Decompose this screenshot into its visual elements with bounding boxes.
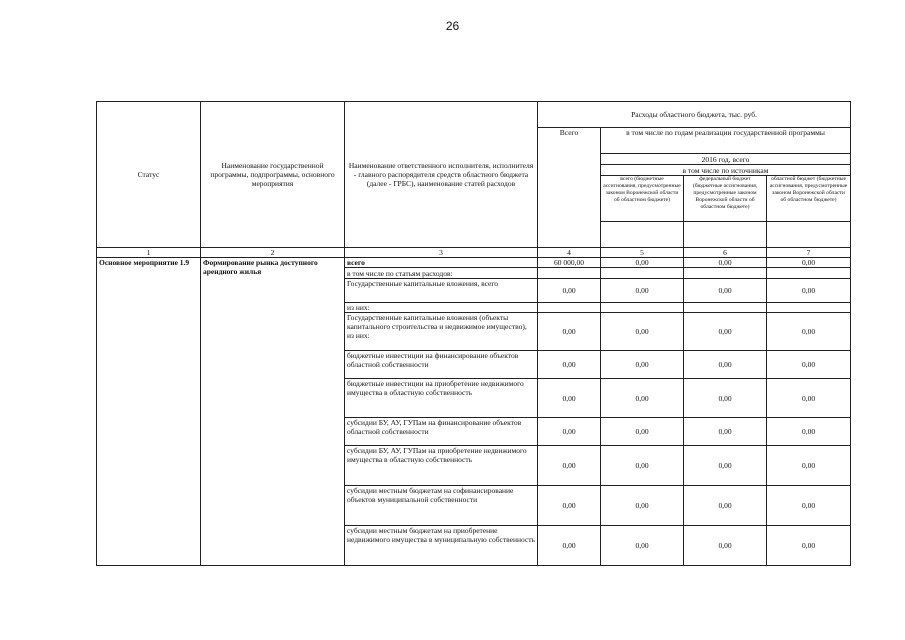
col-number: 4 (538, 248, 601, 258)
col-number: 5 (601, 248, 684, 258)
cell-year-total: 0,00 (601, 486, 684, 526)
cell-regional (767, 268, 851, 279)
row-label: бюджетные инвестиции на финансирование объектов областной собственности (345, 351, 538, 379)
page-number: 26 (445, 19, 460, 33)
col-number: 3 (345, 248, 538, 258)
table-row (97, 258, 851, 268)
cell-total (538, 303, 601, 313)
cell-federal: 0,00 (684, 526, 767, 566)
header-by-years: в том числе по годам реализации государственной программы (601, 128, 851, 154)
header-executor: Наименование ответственного исполнителя, исполнителя - главного распорядителя средств областного бюджета (далее - ГРБС), наименование статей расходов (345, 102, 538, 248)
row-label: всего (345, 258, 538, 268)
cell-regional: 0,00 (767, 313, 851, 351)
cell-year-total (601, 303, 684, 313)
cell-regional (767, 303, 851, 313)
cell-total: 0,00 (538, 526, 601, 566)
cell-year-total: 0,00 (601, 258, 684, 268)
cell-regional: 0,00 (767, 486, 851, 526)
cell-regional: 0,00 (767, 526, 851, 566)
cell-federal: 0,00 (684, 446, 767, 486)
header-src-federal: федеральный бюджет (бюджетные ассигнования, предусмотренные законом Воронежской области об областном бюджете) (684, 176, 767, 222)
row-label: субсидии местным бюджетам на приобретение недвижимого имущества в муниципальную собственность (345, 526, 538, 566)
cell-year-total: 0,00 (601, 351, 684, 379)
cell-regional: 0,00 (767, 351, 851, 379)
cell-year-total: 0,00 (601, 526, 684, 566)
cell-regional: 0,00 (767, 379, 851, 418)
row-label: субсидии БУ, АУ, ГУПам на финансирование объектов областной собственности (345, 418, 538, 446)
cell-year-total: 0,00 (601, 446, 684, 486)
header-by-sources: в том числе по источникам (601, 165, 851, 176)
cell-year-total: 0,00 (601, 279, 684, 303)
cell-federal: 0,00 (684, 313, 767, 351)
cell-total: 60 000,00 (538, 258, 601, 268)
header-expenses: Расходы областного бюджета, тыс. руб. (538, 102, 851, 128)
cell-federal (684, 268, 767, 279)
row-label: бюджетные инвестиции на приобретение недвижимого имущества в областную собственность (345, 379, 538, 418)
row-label: из них: (345, 303, 538, 313)
header-program-name: Наименование государственной программы, подпрограммы, основного мероприятия (201, 102, 345, 248)
col-number: 2 (201, 248, 345, 258)
cell-year-total: 0,00 (601, 379, 684, 418)
header-src-total: всего (бюджетные ассигнования, предусмотренные законом Воронежской области об областном бюджете) (601, 176, 684, 222)
cell-regional: 0,00 (767, 418, 851, 446)
budget-table (96, 101, 851, 566)
cell-year-total: 0,00 (601, 313, 684, 351)
row-label: Государственные капитальные вложения (объекты капитального строительства и недвижимое имущество), из них: (345, 313, 538, 351)
cell-total: 0,00 (538, 446, 601, 486)
col-number: 7 (767, 248, 851, 258)
col-number: 6 (684, 248, 767, 258)
header-src-regional: областной бюджет (бюджетные ассигнования, предусмотренные законом Воронежской области об областном бюджете) (767, 176, 851, 222)
cell-total: 0,00 (538, 313, 601, 351)
cell-federal: 0,00 (684, 351, 767, 379)
cell-total: 0,00 (538, 351, 601, 379)
col-number: 1 (97, 248, 201, 258)
cell-regional: 0,00 (767, 446, 851, 486)
row-label: в том числе по статьям расходов: (345, 268, 538, 279)
status-cell: Основное мероприятие 1.9 (97, 258, 201, 566)
cell-federal: 0,00 (684, 418, 767, 446)
cell-regional: 0,00 (767, 258, 851, 268)
header-year-total: 2016 год, всего (601, 154, 851, 165)
header-status: Статус (97, 102, 201, 248)
cell-federal (684, 303, 767, 313)
cell-total: 0,00 (538, 418, 601, 446)
row-label: субсидии БУ, АУ, ГУПам на приобретение недвижимого имущества в областную собственность (345, 446, 538, 486)
cell-federal: 0,00 (684, 379, 767, 418)
row-label: субсидии местным бюджетам на софинансирование объектов муниципальной собственности (345, 486, 538, 526)
cell-federal: 0,00 (684, 486, 767, 526)
cell-total: 0,00 (538, 379, 601, 418)
cell-total: 0,00 (538, 486, 601, 526)
row-label: Государственные капитальные вложения, всего (345, 279, 538, 303)
cell-total: 0,00 (538, 279, 601, 303)
cell-year-total: 0,00 (601, 418, 684, 446)
cell-federal: 0,00 (684, 258, 767, 268)
header-total: Всего (538, 128, 601, 248)
cell-regional: 0,00 (767, 279, 851, 303)
program-cell: Формирование рынка доступного арендного жилья (201, 258, 345, 566)
cell-federal: 0,00 (684, 279, 767, 303)
cell-total (538, 268, 601, 279)
cell-year-total (601, 268, 684, 279)
